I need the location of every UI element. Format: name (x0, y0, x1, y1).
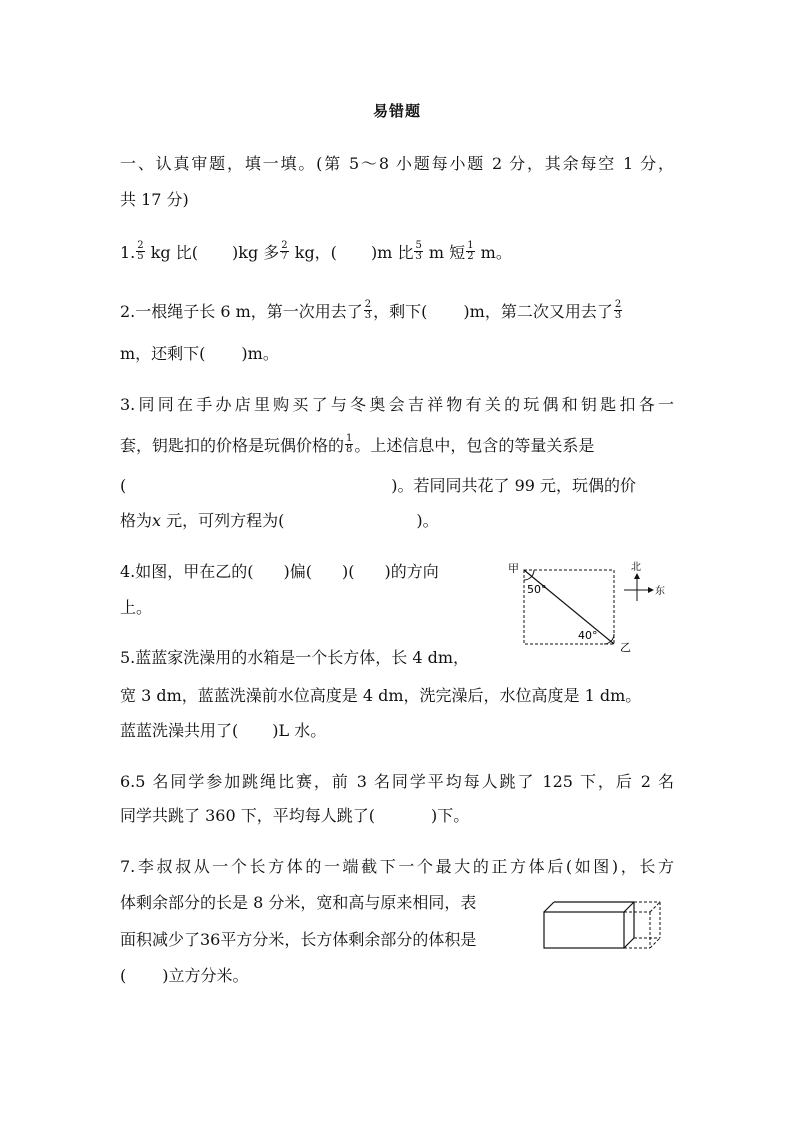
page-title: 易错题 (372, 102, 421, 120)
question-4-line1: 4.如图，甲在乙的( )偏( )( )的方向 (120, 562, 439, 581)
question-3-line2: 套，钥匙扣的价格是玩偶价格的 $\frac{1}{8}$ 。上述信息中，包含的等量关系是 (120, 433, 595, 455)
question-3-line1: 3.同同在手办店里购买了与冬奥会吉祥物有关的玩偶和钥匙扣各一 (120, 395, 674, 414)
direction-diagram (500, 555, 675, 655)
north-arrow-icon (634, 573, 640, 579)
question-5-line2: 宽 3 dm，蓝蓝洗澡前水位高度是 4 dm，洗完澡后，水位高度是 1 dm。 (120, 686, 642, 705)
fraction: $\frac{2}{5}$ (137, 240, 144, 262)
label-jia: 甲 (508, 562, 519, 575)
fraction: $\frac{2}{3}$ (614, 299, 622, 321)
question-6-line1: 6.5 名同学参加跳绳比赛，前 3 名同学平均每人跳了 125 下，后 2 名 (120, 772, 674, 791)
east-label: 东 (655, 586, 665, 597)
fraction: $\frac{1}{2}$ (467, 240, 474, 262)
north-label: 北 (631, 562, 641, 573)
question-7-line2: 体剩余部分的长是 8 分米，宽和高与原来相同，表 (120, 893, 477, 912)
question-7-line3: 面积减少了36平方分米，长方体剩余部分的体积是 (120, 930, 477, 949)
removed-cube (624, 902, 660, 948)
angle-50-label: 50° (527, 583, 547, 596)
fraction: $\frac{1}{8}$ (346, 433, 353, 455)
question-7-line1: 7.李叔叔从一个长方体的一端截下一个最大的正方体后(如图)，长方 (120, 857, 674, 876)
fraction: $\frac{5}{3}$ (415, 240, 422, 262)
cuboid-diagram (538, 896, 668, 956)
q1-number: 1. (120, 243, 136, 262)
question-2-line1: 2.一根绳子长 6 m，第一次用去了 $\frac{2}{3}$ ，剩下( )m，第二次又用去了 $\frac{2}{3}$ (120, 299, 622, 321)
diagonal-line (524, 570, 614, 644)
section-heading-line1: 一、认真审题，填一填。(第 5～8 小题每小题 2 分，其余每空 1 分， (120, 154, 674, 173)
question-5-line3: 蓝蓝洗澡共用了( )L 水。 (120, 721, 327, 740)
remaining-cuboid (544, 902, 634, 948)
question-1: 1. $\frac{2}{5}$ kg 比( )kg 多 $\frac{2}{7}$ kg，( )m 比 $\frac{5}{3}$ m 短 $\frac{1}{2}$ m。 (120, 240, 512, 262)
question-5-line1: 5.蓝蓝家洗澡用的水箱是一个长方体，长 4 dm， (120, 648, 470, 667)
fraction: $\frac{2}{3}$ (364, 299, 372, 321)
question-3-line4: 格为x 元，可列方程为( )。 (120, 511, 439, 530)
question-6-line2: 同学共跳了 360 下，平均每人跳了( )下。 (120, 806, 470, 825)
question-7-line4: ( )立方分米。 (120, 966, 249, 985)
label-yi: 乙 (620, 641, 631, 654)
question-2-line2: m，还剩下( )m。 (120, 344, 279, 363)
angle-40-label: 40° (578, 629, 598, 642)
question-4-line2: 上。 (120, 598, 153, 617)
east-arrow-icon (648, 587, 654, 593)
section-heading-line2: 共 17 分) (120, 190, 189, 209)
question-3-line3: ( )。若同同共花了 99 元，玩偶的价 (120, 476, 637, 495)
fraction: $\frac{2}{7}$ (281, 240, 288, 262)
